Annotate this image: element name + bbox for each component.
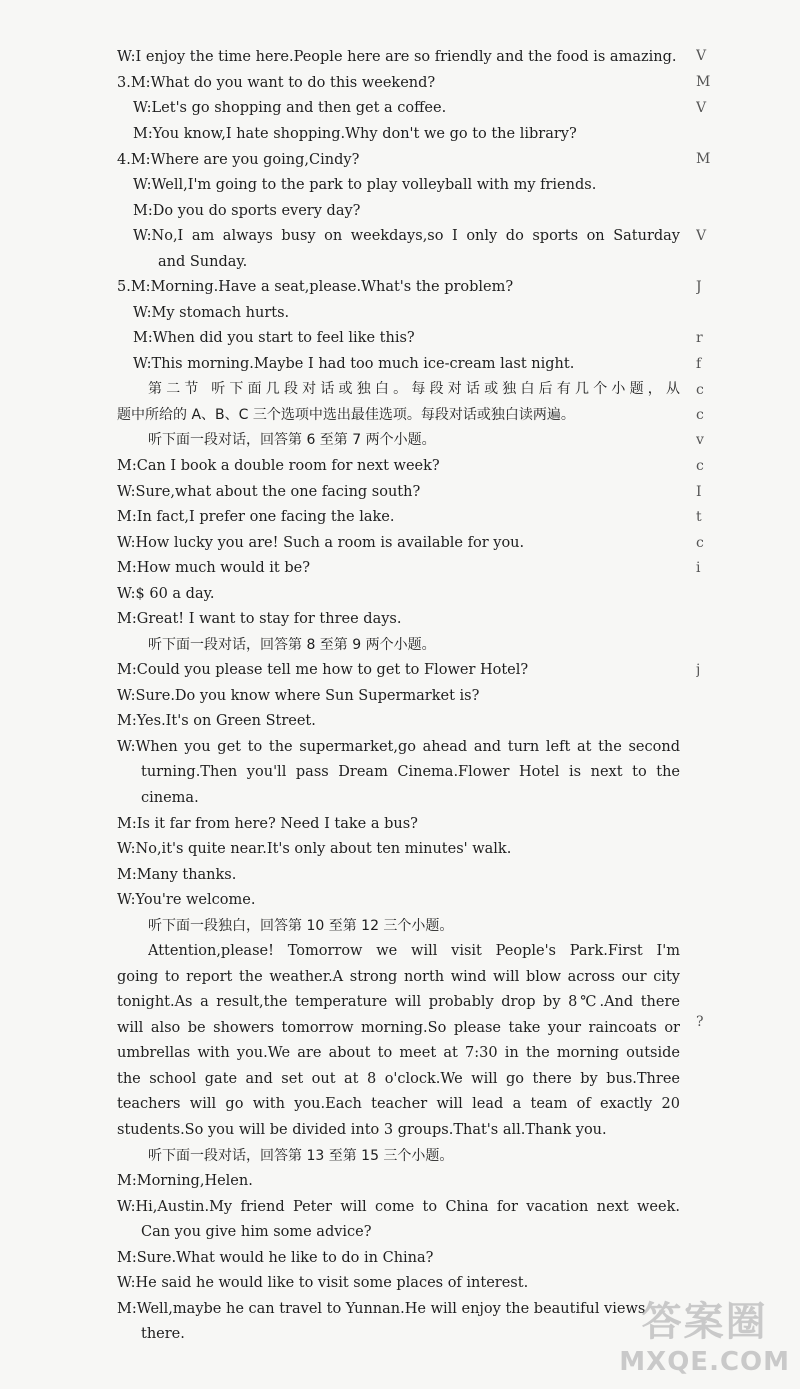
text-line: M:You know,I hate shopping.Why don't we go to the library? [133,126,577,142]
text-line: M:When did you start to feel like this? [133,330,415,346]
margin-glyph: f [696,356,702,372]
text-line: W:Sure.Do you know where Sun Supermarket is? [117,688,480,704]
watermark-logo: 答案圈 [641,1299,768,1345]
margin-glyph: j [696,662,701,678]
text-line: M:In fact,I prefer one facing the lake. [117,509,395,525]
margin-glyph: c [696,535,704,551]
text-line: the school gate and set out at 8 o'clock.We will go there by bus.Three [117,1071,680,1087]
margin-glyph: V [696,228,707,244]
section-heading: 第二节 听下面几段对话或独白。每段对话或独白后有几个小题，从 [148,381,680,397]
text-line: students.So you will be divided into 3 groups.That's all.Thank you. [117,1122,607,1138]
text-line: W:You're welcome. [117,892,256,908]
watermark [619,1290,790,1377]
section-instructions: 题中所给的 A、B、C 三个选项中选出最佳选项。每段对话或独白读两遍。 [117,407,575,423]
monologue-heading: 听下面一段独白，回答第 10 至第 12 三个小题。 [148,918,454,934]
margin-glyph: V [696,48,707,64]
margin-glyph: V [696,100,707,116]
text-line: M:Yes.It's on Green Street. [117,713,316,729]
text-line: umbrellas with you.We are about to meet at 7:30 in the morning outside [117,1045,680,1061]
text-line: M:Many thanks. [117,867,237,883]
text-line: M:Do you do sports every day? [133,203,361,219]
margin-glyph: ? [696,1014,704,1030]
text-line: M:Could you please tell me how to get to Flower Hotel? [117,662,529,678]
text-line: W:Sure,what about the one facing south? [117,484,421,500]
text-line: W:Let's go shopping and then get a coffee. [133,100,447,116]
text-line: W:No,it's quite near.It's only about ten minutes' walk. [117,841,512,857]
margin-glyph: c [696,407,704,423]
text-line: W:Well,I'm going to the park to play volleyball with my friends. [133,177,597,193]
margin-glyph: c [696,458,704,474]
text-line: and Sunday. [158,254,248,270]
text-line: W:How lucky you are! Such a room is available for you. [117,535,525,551]
text-line: 3.M:What do you want to do this weekend? [117,75,436,91]
text-line: M:Sure.What would he like to do in China? [117,1250,434,1266]
text-line: M:Morning,Helen. [117,1173,253,1189]
watermark-url: MXQE.COM [619,1347,790,1377]
text-line: going to report the weather.A strong north wind will blow across our city [117,969,680,985]
dialogue-heading: 听下面一段对话，回答第 8 至第 9 两个小题。 [148,637,436,653]
text-line: W:Hi,Austin.My friend Peter will come to China for vacation next week. [117,1199,680,1215]
dialogue-heading: 听下面一段对话，回答第 13 至第 15 三个小题。 [148,1148,454,1164]
margin-glyph: r [696,330,703,346]
text-line: M:Is it far from here? Need I take a bus? [117,816,418,832]
margin-glyph: v [696,432,704,448]
text-line: tonight.As a result,the temperature will probably drop by 8℃.And there [117,994,680,1010]
text-line: M:Can I book a double room for next week? [117,458,440,474]
text-line: M:How much would it be? [117,560,311,576]
margin-glyph: c [696,382,704,398]
margin-glyph: I [696,484,702,500]
text-line: 4.M:Where are you going,Cindy? [117,152,360,168]
text-line: teachers will go with you.Each teacher will lead a team of exactly 20 [117,1096,680,1112]
text-line: M:Great! I want to stay for three days. [117,611,402,627]
margin-glyph: t [696,509,702,525]
text-line: M:Well,maybe he can travel to Yunnan.He will enjoy the beautiful views [117,1301,646,1317]
dialogue-heading: 听下面一段对话，回答第 6 至第 7 两个小题。 [148,432,436,448]
text-line: W:No,I am always busy on weekdays,so I only do sports on Saturday [133,228,680,244]
text-line: 5.M:Morning.Have a seat,please.What's the problem? [117,279,514,295]
text-line: W:$ 60 a day. [117,586,215,602]
margin-glyph: M [696,151,710,167]
text-line: turning.Then you'll pass Dream Cinema.Flower Hotel is next to the [141,764,680,780]
text-line: Can you give him some advice? [141,1224,372,1240]
text-line: W:I enjoy the time here.People here are so friendly and the food is amazing. [117,49,677,65]
text-line: cinema. [141,790,199,806]
text-line: W:My stomach hurts. [133,305,290,321]
text-line: will also be showers tomorrow morning.So please take your raincoats or [117,1020,680,1036]
text-line: W:He said he would like to visit some places of interest. [117,1275,529,1291]
margin-glyph: i [696,560,701,576]
margin-glyph: M [696,74,710,90]
text-line: W:When you get to the supermarket,go ahead and turn left at the second [117,739,680,755]
text-line: Attention,please! Tomorrow we will visit People's Park.First I'm [148,943,680,959]
margin-glyph: J [696,279,702,295]
text-line: there. [141,1326,185,1342]
text-line: W:This morning.Maybe I had too much ice-cream last night. [133,356,575,372]
